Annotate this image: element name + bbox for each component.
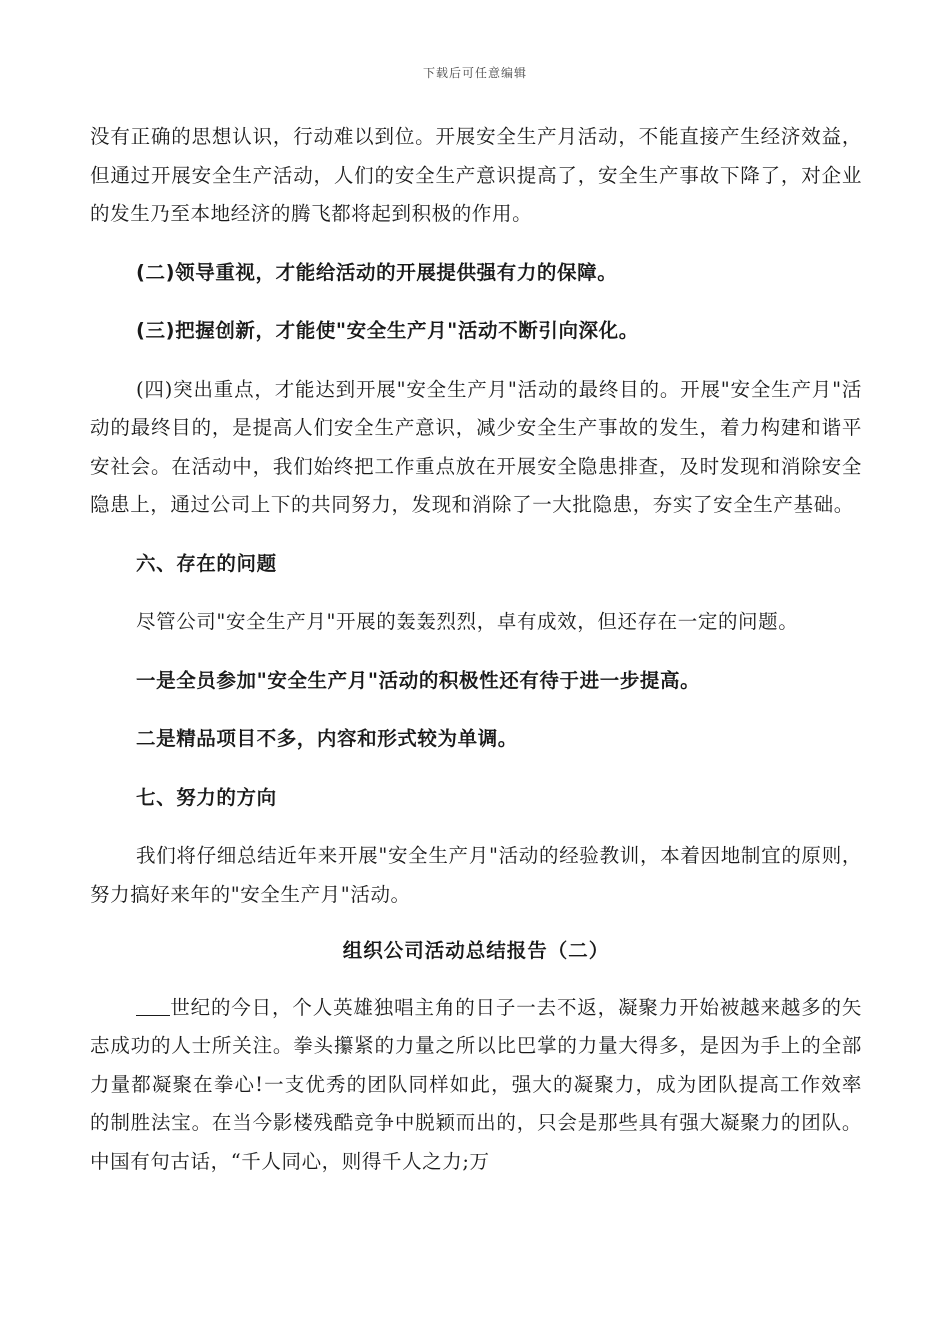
point-innovation: (三)把握创新，才能使"安全生产月"活动不断引向深化。 — [136, 319, 639, 342]
page-header-note: 下载后可任意编辑 — [422, 66, 527, 80]
problem-one: 一是全员参加"安全生产月"活动的积极性还有待于进一步提高。 — [136, 668, 701, 692]
section-heading-problems: 六、存在的问题 — [136, 551, 277, 575]
paragraph-cohesion — [90, 989, 862, 1182]
point-leadership: (二)领导重视，才能给活动的开展提供强有力的保障。 — [136, 260, 618, 284]
blank-underline — [136, 993, 170, 1016]
report-title: 组织公司活动总结报告（二） — [342, 939, 610, 962]
paragraph-direction: 我们将仔细总结近年来开展"安全生产月"活动的经验教训，本着因地制宜的原则，努力搞好来年的"安全生产月"活动。 — [90, 844, 862, 906]
problem-two: 二是精品项目不多，内容和形式较为单调。 — [136, 727, 518, 750]
section-heading-direction: 七、努力的方向 — [136, 785, 277, 809]
document-body — [90, 118, 862, 1181]
point-focus: (四)突出重点，才能达到开展"安全生产月"活动的最终目的。开展"安全生产月"活动的最终目的，是提高人们安全生产意识，减少安全生产事故的发生，着力构建和谐平安社会。在活动中，我们始终把工作重点放在开展安全隐患排查，及时发现和消除安全隐患上，通过公司上下的共同努力，发现和消除了一大批隐患，夯实了安全生产基础。 — [90, 377, 862, 516]
paragraph-awareness: 没有正确的思想认识，行动难以到位。开展安全生产月活动，不能直接产生经济效益，但通过开展安全生产活动，人们的安全生产意识提高了，安全生产事故下降了，对企业的发生乃至本地经济的腾飞都将起到积极的作用。 — [90, 125, 862, 225]
paragraph-problems-intro: 尽管公司"安全生产月"开展的轰轰烈烈，卓有成效，但还存在一定的问题。 — [136, 610, 799, 633]
paragraph-cohesion-text: 世纪的今日，个人英雄独唱主角的日子一去不返，凝聚力开始被越来越多的矢志成功的人士所关注。拳头攥紧的力量之所以比巴掌的力量大得多，是因为手上的全部力量都凝聚在拳心!一支优秀的团队同样如此，强大的凝聚力，成为团队提高工作效率的制胜法宝。在当今影楼残酷竞争中脱颖而出的，只会是那些具有强大凝聚力的团队。中国有句古话，“千人同心，则得千人之力;万 — [90, 995, 862, 1173]
